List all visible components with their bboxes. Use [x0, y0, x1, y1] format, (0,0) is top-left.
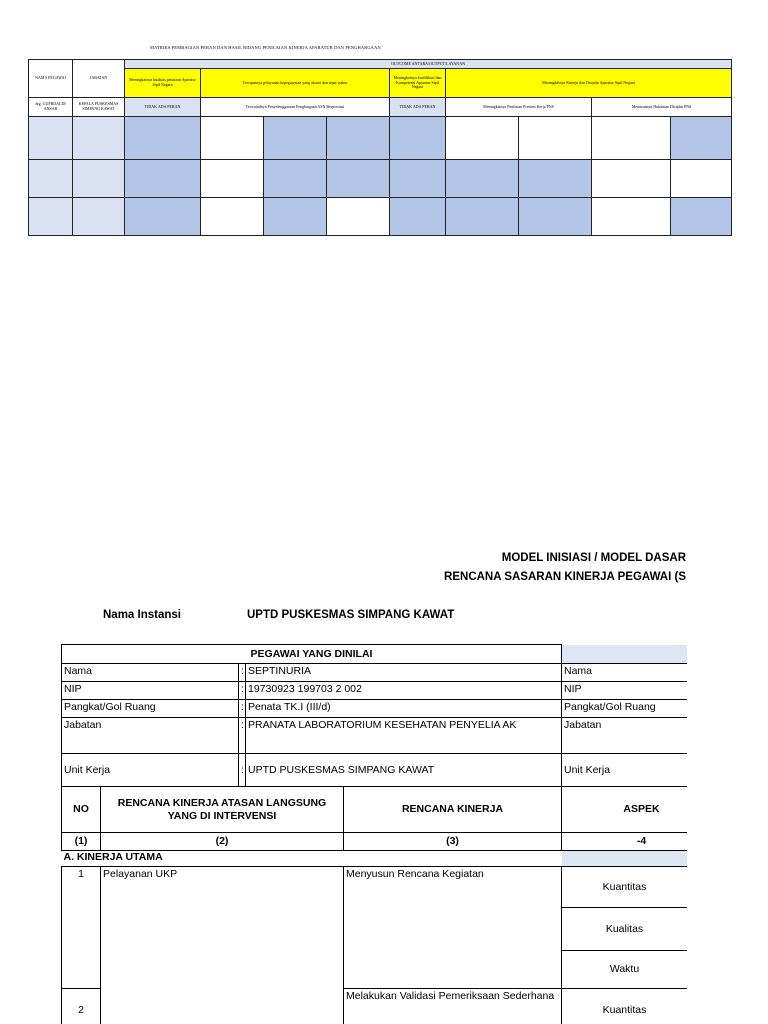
instansi-value: UPTD PUSKESMAS SIMPANG KAWAT — [247, 609, 455, 621]
matrix-title: MATRIKS PEMBAGIAN PERAN DAN HASIL BIDANG PENILAIAN KINERJA APARATUR DAN PENGHARGAAN — [150, 45, 381, 50]
instansi-label: Nama Instansi — [103, 609, 181, 621]
outcome-2: Tercapainya pelayanan kepegawaian yang akurat dan tepat waktu — [201, 69, 390, 98]
matrix-cell — [390, 117, 446, 160]
matrix-cell — [390, 160, 446, 198]
matrix-cell — [519, 117, 592, 160]
matrix-row — [29, 198, 732, 236]
row-aspek: Waktu — [562, 951, 688, 989]
section-shade — [562, 851, 688, 867]
skp-form — [61, 644, 687, 1024]
right-field-label: Nama — [562, 664, 688, 682]
matrix-cell — [671, 198, 732, 236]
matrix-cell — [201, 117, 264, 160]
person-name: drg. GUFRIJALDI ANSAR — [29, 98, 73, 117]
role-cell-4: Meningkatnya Penilaian Prestasi Kerja PNS — [446, 98, 592, 117]
column-header-rencana-atasan: RENCANA KINERJA ATASAN LANGSUNG YANG DI INTERVENSI — [101, 787, 344, 833]
field-value-jabatan: PRANATA LABORATORIUM KESEHATAN PENYELIA AK — [246, 718, 562, 754]
header-outcome: OUTCOME ANTARA/OUTPUT/LAYANAN — [125, 60, 732, 69]
row-no: 2 — [62, 989, 101, 1024]
field-colon: : — [239, 664, 246, 682]
matrix-cell — [29, 160, 73, 198]
header-nama-pegawai: NAMA PEGAWAI — [29, 60, 73, 98]
field-colon: : — [239, 700, 246, 718]
field-label: NIP — [62, 682, 239, 700]
right-field-label: Pangkat/Gol Ruang — [562, 700, 688, 718]
matrix-row — [29, 117, 732, 160]
role-matrix-table — [28, 59, 732, 236]
field-value-unit: UPTD PUSKESMAS SIMPANG KAWAT — [246, 754, 562, 787]
pegawai-dinilai-header: PEGAWAI YANG DINILAI — [62, 645, 562, 664]
column-header-aspek: ASPEK — [562, 787, 688, 833]
row-rencana: Menyusun Rencana Kegiatan — [344, 867, 562, 989]
outcome-3: Meningkatnya kualifikasi dan Kompetensi Aparatur Sipil Negara — [390, 69, 446, 98]
role-cell-3: TIDAK ADA PERAN — [390, 98, 446, 117]
person-jabatan: KEPALA PUSKESMAS SIMPANG KAWAT — [73, 98, 125, 117]
outcome-4: Meningkatnya Kinerja dan Disiplin Aparatur Sipil Negara — [446, 69, 732, 98]
row-aspek: Kuantitas — [562, 989, 688, 1024]
matrix-cell — [592, 160, 671, 198]
row-aspek: Kualitas — [562, 908, 688, 951]
role-cell-5: Menurunnya Hukuman Disiplin PNS — [592, 98, 732, 117]
row-rencana: Melakukan Validasi Pemeriksaan Sederhana — [344, 989, 562, 1024]
matrix-cell — [264, 198, 327, 236]
matrix-cell — [390, 198, 446, 236]
field-value-nip: 19730923 199703 2 002 — [246, 682, 562, 700]
matrix-cell — [592, 117, 671, 160]
matrix-cell — [671, 117, 732, 160]
role-cell-2: Terwujudnya Penyelenggaraan Penghargaan ASN Berprestasi — [201, 98, 390, 117]
matrix-cell — [125, 117, 201, 160]
matrix-row — [29, 160, 732, 198]
outcome-1: Meningkatnya kualitas penataan Aparatur Sipil Negara — [125, 69, 201, 98]
field-label: Pangkat/Gol Ruang — [62, 700, 239, 718]
row-no: 1 — [62, 867, 101, 989]
matrix-cell — [201, 198, 264, 236]
column-number: (1) — [62, 833, 101, 851]
row-atasan: Pelayanan UKP — [101, 867, 344, 1024]
field-colon: : — [239, 754, 246, 787]
column-header-rencana: RENCANA KINERJA — [344, 787, 562, 833]
matrix-cell — [327, 198, 390, 236]
matrix-cell — [73, 160, 125, 198]
role-cell-1: TIDAK ADA PERAN — [125, 98, 201, 117]
field-value-nama: SEPTINURIA — [246, 664, 562, 682]
matrix-cell — [125, 198, 201, 236]
matrix-cell — [519, 198, 592, 236]
row-aspek: Kuantitas — [562, 867, 688, 908]
matrix-cell — [264, 160, 327, 198]
matrix-cell — [446, 117, 519, 160]
field-label: Jabatan — [62, 718, 239, 754]
column-header-no: NO — [62, 787, 101, 833]
matrix-cell — [29, 117, 73, 160]
matrix-cell — [29, 198, 73, 236]
right-field-label: Unit Kerja — [562, 754, 688, 787]
field-colon: : — [239, 718, 246, 754]
matrix-cell — [264, 117, 327, 160]
matrix-cell — [73, 198, 125, 236]
matrix-cell — [446, 160, 519, 198]
matrix-cell — [327, 160, 390, 198]
right-field-label: NIP — [562, 682, 688, 700]
form-title-line1: MODEL INISIASI / MODEL DASAR — [501, 552, 686, 564]
field-colon: : — [239, 682, 246, 700]
field-label: Unit Kerja — [62, 754, 239, 787]
matrix-cell — [327, 117, 390, 160]
penilai-header — [562, 645, 688, 664]
section-kinerja-utama: A. KINERJA UTAMA — [63, 851, 163, 863]
field-label: Nama — [62, 664, 239, 682]
matrix-cell — [592, 198, 671, 236]
matrix-cell — [446, 198, 519, 236]
matrix-cell — [125, 160, 201, 198]
matrix-cell — [671, 160, 732, 198]
matrix-cell — [73, 117, 125, 160]
field-value-pangkat: Penata TK.I (III/d) — [246, 700, 562, 718]
header-jabatan: JABATAN — [73, 60, 125, 98]
form-title-line2: RENCANA SASARAN KINERJA PEGAWAI (S — [444, 571, 686, 583]
skp-form-table — [61, 644, 687, 1024]
column-number: -4 — [562, 833, 688, 851]
column-number: (3) — [344, 833, 562, 851]
column-number: (2) — [101, 833, 344, 851]
matrix-cell — [201, 160, 264, 198]
matrix-cell — [519, 160, 592, 198]
right-field-label: Jabatan — [562, 718, 688, 754]
